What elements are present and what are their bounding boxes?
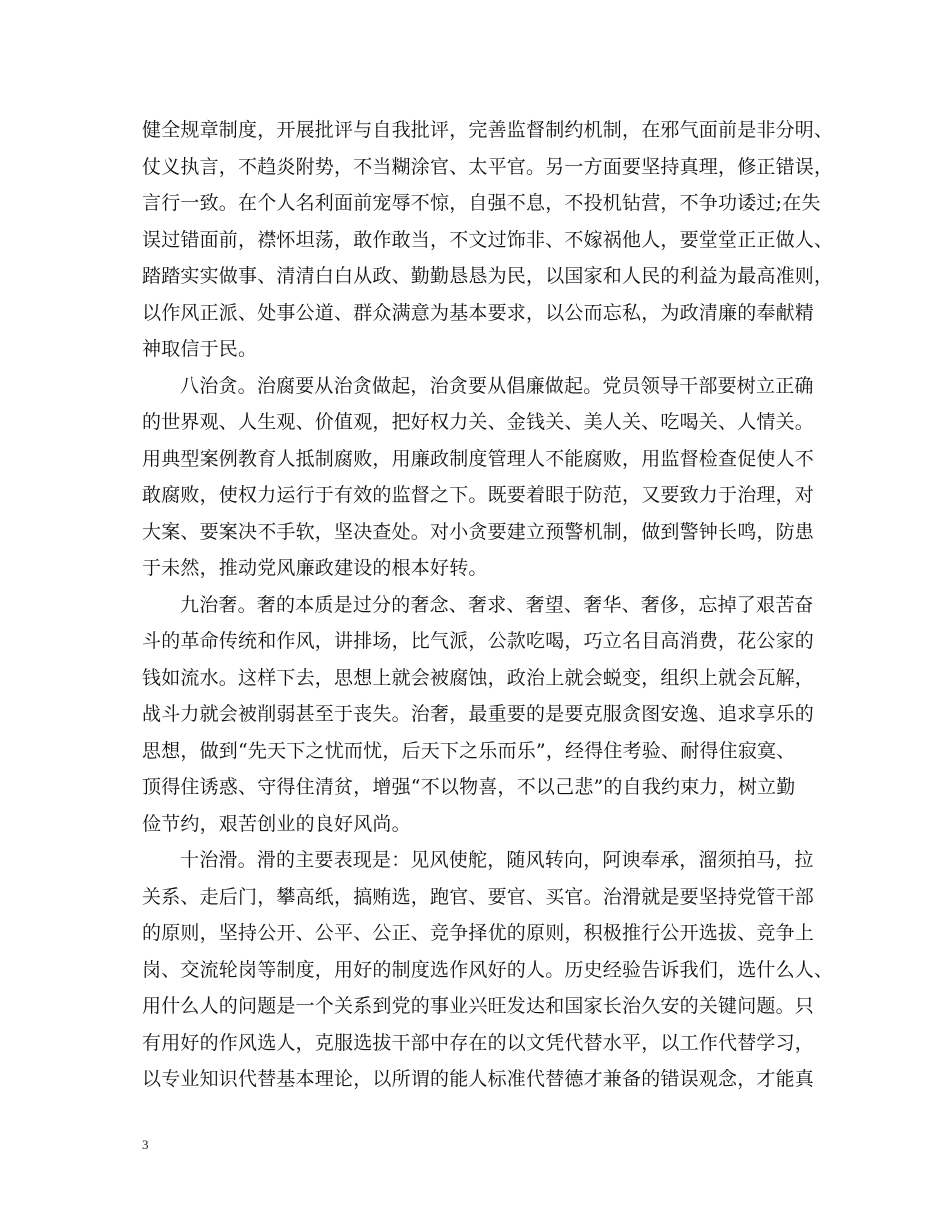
- text-line: 用典型案例教育人抵制腐败，用廉政制度管理人不能腐败，用监督检查促使人不: [142, 447, 815, 470]
- text-line: 大案、要案决不手软，坚决查处。对小贪要建立预警机制，做到警钟长鸣，防患: [142, 520, 815, 543]
- text-line: 俭节约，艰苦创业的良好风尚。: [142, 812, 411, 835]
- text-line: 仗义执言，不趋炎附势，不当糊涂官、太平官。另一方面要坚持真理，修正错误，: [142, 155, 834, 178]
- paragraph-start-line: 九治奢。奢的本质是过分的奢念、奢求、奢望、奢华、奢侈，忘掉了艰苦奋: [180, 593, 814, 616]
- text-line: 敢腐败，使权力运行于有效的监督之下。既要着眼于防范，又要致力于治理，对: [142, 484, 815, 506]
- text-line: 的原则，坚持公开、公平、公正、竞争择优的原则，积极推行公开选拔、竞争上: [142, 922, 815, 944]
- text-line: 斗的革命传统和作风，讲排场，比气派，公款吃喝，巧立名目高消费，花公家的: [142, 630, 815, 652]
- paragraph-start-line: 十治滑。滑的主要表现是：见风使舵，随风转向，阿谀奉承，溜须拍马，拉: [180, 849, 814, 871]
- text-line: 踏踏实实做事、清清白白从政、勤勤恳恳为民，以国家和人民的利益为最高准则，: [142, 265, 834, 287]
- paragraph-start-line: 八治贪。治腐要从治贪做起，治贪要从倡廉做起。党员领导干部要树立正确: [180, 374, 814, 397]
- text-line: 思想，做到“先天下之忧而忧，后天下之乐而乐”，经得住考验、耐得住寂寞、: [142, 739, 796, 762]
- text-line: 以专业知识代替基本理论，以所谓的能人标准代替德才兼备的错误观念，才能真: [142, 1068, 815, 1090]
- text-line: 健全规章制度，开展批评与自我批评，完善监督制约机制，在邪气面前是非分明、: [142, 119, 834, 141]
- text-line: 岗、交流轮岗等制度，用好的制度选作风好的人。历史经验告诉我们，选什么人、: [142, 958, 834, 981]
- body-text: [142, 112, 832, 1098]
- page-number: 3: [142, 1137, 149, 1152]
- text-line: 于未然，推动党风廉政建设的根本好转。: [142, 557, 488, 579]
- text-line: 神取信于民。: [142, 338, 258, 360]
- text-line: 误过错面前，襟怀坦荡，敢作敢当，不文过饰非、不嫁祸他人，要堂堂正正做人、: [142, 228, 834, 251]
- text-line: 言行一致。在个人名利面前宠辱不惊，自强不息，不投机钻营，不争功诿过;在失: [142, 192, 821, 214]
- text-line: 有用好的作风选人，克服选拔干部中存在的以文凭代替水平，以工作代替学习，: [142, 1031, 815, 1054]
- text-line: 战斗力就会被削弱甚至于丧失。治奢，最重要的是要克服贪图安逸、追求享乐的: [142, 703, 815, 725]
- text-line: 以作风正派、处事公道、群众满意为基本要求，以公而忘私，为政清廉的奉献精: [142, 301, 815, 324]
- text-line: 钱如流水。这样下去，思想上就会被腐蚀，政治上就会蜕变，组织上就会瓦解，: [142, 666, 815, 689]
- text-line: 的世界观、人生观、价值观，把好权力关、金钱关、美人关、吃喝关、人情关。: [142, 411, 815, 433]
- text-line: 顶得住诱惑、守得住清贫，增强“不以物喜，不以己悲”的自我约束力，树立勤: [142, 776, 796, 798]
- text-line: 关系、走后门，攀高纸，搞贿选，跑官、要官、买官。治滑就是要坚持党管干部: [142, 885, 815, 908]
- text-line: 用什么人的问题是一个关系到党的事业兴旺发达和国家长治久安的关键问题。只: [142, 995, 815, 1017]
